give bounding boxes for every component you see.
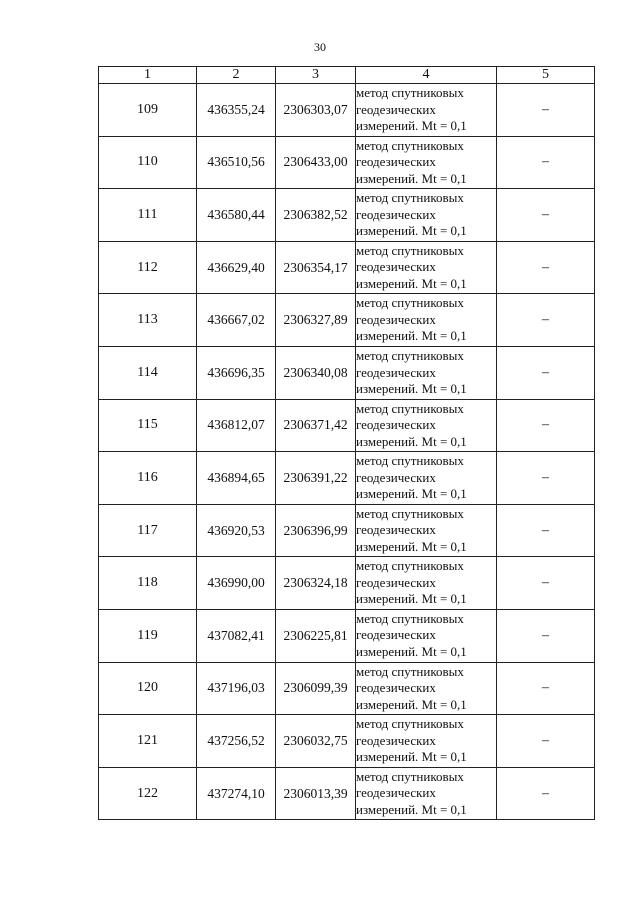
method-text-line: измерений. Mt = 0,1 xyxy=(356,118,467,134)
method-text-line: метод спутниковых xyxy=(356,768,464,784)
description-cell: – xyxy=(497,399,595,452)
y-coordinate-cell: 2306433,00 xyxy=(276,136,356,189)
x-coordinate-cell: 437256,52 xyxy=(197,715,276,768)
description-cell: – xyxy=(497,136,595,189)
x-coordinate-cell: 436580,44 xyxy=(197,189,276,242)
method-text-line: измерений. Mt = 0,1 xyxy=(356,170,467,186)
method-text-line: геодезических xyxy=(356,680,436,696)
y-coordinate-cell: 2306225,81 xyxy=(276,609,356,662)
method-text-line: геодезических xyxy=(356,259,436,275)
method-cell xyxy=(356,399,497,452)
method-text-line: измерений. Mt = 0,1 xyxy=(356,223,467,239)
y-coordinate-cell: 2306032,75 xyxy=(276,715,356,768)
x-coordinate-cell: 436629,40 xyxy=(197,241,276,294)
column-header: 3 xyxy=(276,67,356,84)
method-text-line: измерений. Mt = 0,1 xyxy=(356,275,467,291)
table-row xyxy=(99,504,595,557)
y-coordinate-cell: 2306382,52 xyxy=(276,189,356,242)
column-header: 4 xyxy=(356,67,497,84)
method-text-line: геодезических xyxy=(356,785,436,801)
x-coordinate-cell: 436667,02 xyxy=(197,294,276,347)
method-text-line: измерений. Mt = 0,1 xyxy=(356,749,467,765)
coordinates-table xyxy=(98,66,595,820)
description-cell: – xyxy=(497,294,595,347)
method-text-line: метод спутниковых xyxy=(356,190,464,206)
method-text-line: измерений. Mt = 0,1 xyxy=(356,433,467,449)
method-text-line: метод спутниковых xyxy=(356,453,464,469)
column-header: 2 xyxy=(197,67,276,84)
y-coordinate-cell: 2306099,39 xyxy=(276,662,356,715)
method-text-line: метод спутниковых xyxy=(356,663,464,679)
description-cell: – xyxy=(497,189,595,242)
table-row xyxy=(99,84,595,137)
method-text-line: метод спутниковых xyxy=(356,242,464,258)
method-text-line: измерений. Mt = 0,1 xyxy=(356,328,467,344)
description-cell: – xyxy=(497,346,595,399)
method-text-line: метод спутниковых xyxy=(356,505,464,521)
page-number: 30 xyxy=(314,40,326,54)
point-number-cell: 111 xyxy=(99,189,197,242)
x-coordinate-cell: 436510,56 xyxy=(197,136,276,189)
description-cell: – xyxy=(497,84,595,137)
point-number-cell: 118 xyxy=(99,557,197,610)
table-row xyxy=(99,662,595,715)
method-text-line: геодезических xyxy=(356,469,436,485)
point-number-cell: 112 xyxy=(99,241,197,294)
x-coordinate-cell: 436812,07 xyxy=(197,399,276,452)
method-text-line: геодезических xyxy=(356,364,436,380)
method-text-line: измерений. Mt = 0,1 xyxy=(356,643,467,659)
y-coordinate-cell: 2306354,17 xyxy=(276,241,356,294)
method-cell xyxy=(356,662,497,715)
method-text-line: метод спутниковых xyxy=(356,137,464,153)
column-header: 1 xyxy=(99,67,197,84)
point-number-cell: 115 xyxy=(99,399,197,452)
point-number-cell: 122 xyxy=(99,767,197,820)
method-text-line: геодезических xyxy=(356,574,436,590)
table-row xyxy=(99,241,595,294)
table-row xyxy=(99,715,595,768)
method-text-line: метод спутниковых xyxy=(356,348,464,364)
point-number-cell: 109 xyxy=(99,84,197,137)
method-cell xyxy=(356,767,497,820)
point-number-cell: 119 xyxy=(99,609,197,662)
table-header-row xyxy=(99,67,595,84)
x-coordinate-cell: 437274,10 xyxy=(197,767,276,820)
method-cell xyxy=(356,241,497,294)
method-text-line: геодезических xyxy=(356,627,436,643)
description-cell: – xyxy=(497,609,595,662)
method-text-line: измерений. Mt = 0,1 xyxy=(356,801,467,817)
method-cell xyxy=(356,189,497,242)
description-cell: – xyxy=(497,452,595,505)
x-coordinate-cell: 437196,03 xyxy=(197,662,276,715)
description-cell: – xyxy=(497,557,595,610)
method-text-line: метод спутниковых xyxy=(356,85,464,101)
method-text-line: метод спутниковых xyxy=(356,400,464,416)
y-coordinate-cell: 2306303,07 xyxy=(276,84,356,137)
method-text-line: геодезических xyxy=(356,417,436,433)
y-coordinate-cell: 2306391,22 xyxy=(276,452,356,505)
table-row xyxy=(99,294,595,347)
method-cell xyxy=(356,136,497,189)
y-coordinate-cell: 2306340,08 xyxy=(276,346,356,399)
table-row xyxy=(99,136,595,189)
description-cell: – xyxy=(497,715,595,768)
table-row xyxy=(99,189,595,242)
point-number-cell: 116 xyxy=(99,452,197,505)
table-row xyxy=(99,452,595,505)
point-number-cell: 120 xyxy=(99,662,197,715)
method-text-line: геодезических xyxy=(356,101,436,117)
point-number-cell: 113 xyxy=(99,294,197,347)
method-text-line: измерений. Mt = 0,1 xyxy=(356,538,467,554)
column-header: 5 xyxy=(497,67,595,84)
y-coordinate-cell: 2306371,42 xyxy=(276,399,356,452)
point-number-cell: 110 xyxy=(99,136,197,189)
method-text-line: метод спутниковых xyxy=(356,610,464,626)
table-row xyxy=(99,346,595,399)
y-coordinate-cell: 2306324,18 xyxy=(276,557,356,610)
method-cell xyxy=(356,715,497,768)
description-cell: – xyxy=(497,241,595,294)
description-cell: – xyxy=(497,662,595,715)
method-text-line: геодезических xyxy=(356,732,436,748)
method-text-line: геодезических xyxy=(356,522,436,538)
method-text-line: метод спутниковых xyxy=(356,558,464,574)
x-coordinate-cell: 436894,65 xyxy=(197,452,276,505)
method-text-line: измерений. Mt = 0,1 xyxy=(356,486,467,502)
y-coordinate-cell: 2306013,39 xyxy=(276,767,356,820)
method-cell xyxy=(356,504,497,557)
x-coordinate-cell: 437082,41 xyxy=(197,609,276,662)
table-row xyxy=(99,767,595,820)
description-cell: – xyxy=(497,767,595,820)
table-row xyxy=(99,557,595,610)
method-text-line: метод спутниковых xyxy=(356,295,464,311)
method-text-line: метод спутниковых xyxy=(356,716,464,732)
method-cell xyxy=(356,84,497,137)
method-cell xyxy=(356,346,497,399)
method-text-line: измерений. Mt = 0,1 xyxy=(356,381,467,397)
x-coordinate-cell: 436990,00 xyxy=(197,557,276,610)
method-text-line: измерений. Mt = 0,1 xyxy=(356,591,467,607)
description-cell: – xyxy=(497,504,595,557)
method-cell xyxy=(356,609,497,662)
y-coordinate-cell: 2306396,99 xyxy=(276,504,356,557)
table-body xyxy=(99,84,595,820)
x-coordinate-cell: 436355,24 xyxy=(197,84,276,137)
x-coordinate-cell: 436696,35 xyxy=(197,346,276,399)
table-row xyxy=(99,399,595,452)
point-number-cell: 121 xyxy=(99,715,197,768)
point-number-cell: 117 xyxy=(99,504,197,557)
method-text-line: измерений. Mt = 0,1 xyxy=(356,696,467,712)
method-text-line: геодезических xyxy=(356,154,436,170)
method-text-line: геодезических xyxy=(356,311,436,327)
method-cell xyxy=(356,452,497,505)
method-cell xyxy=(356,557,497,610)
method-cell xyxy=(356,294,497,347)
table-row xyxy=(99,609,595,662)
method-text-line: геодезических xyxy=(356,206,436,222)
y-coordinate-cell: 2306327,89 xyxy=(276,294,356,347)
x-coordinate-cell: 436920,53 xyxy=(197,504,276,557)
point-number-cell: 114 xyxy=(99,346,197,399)
